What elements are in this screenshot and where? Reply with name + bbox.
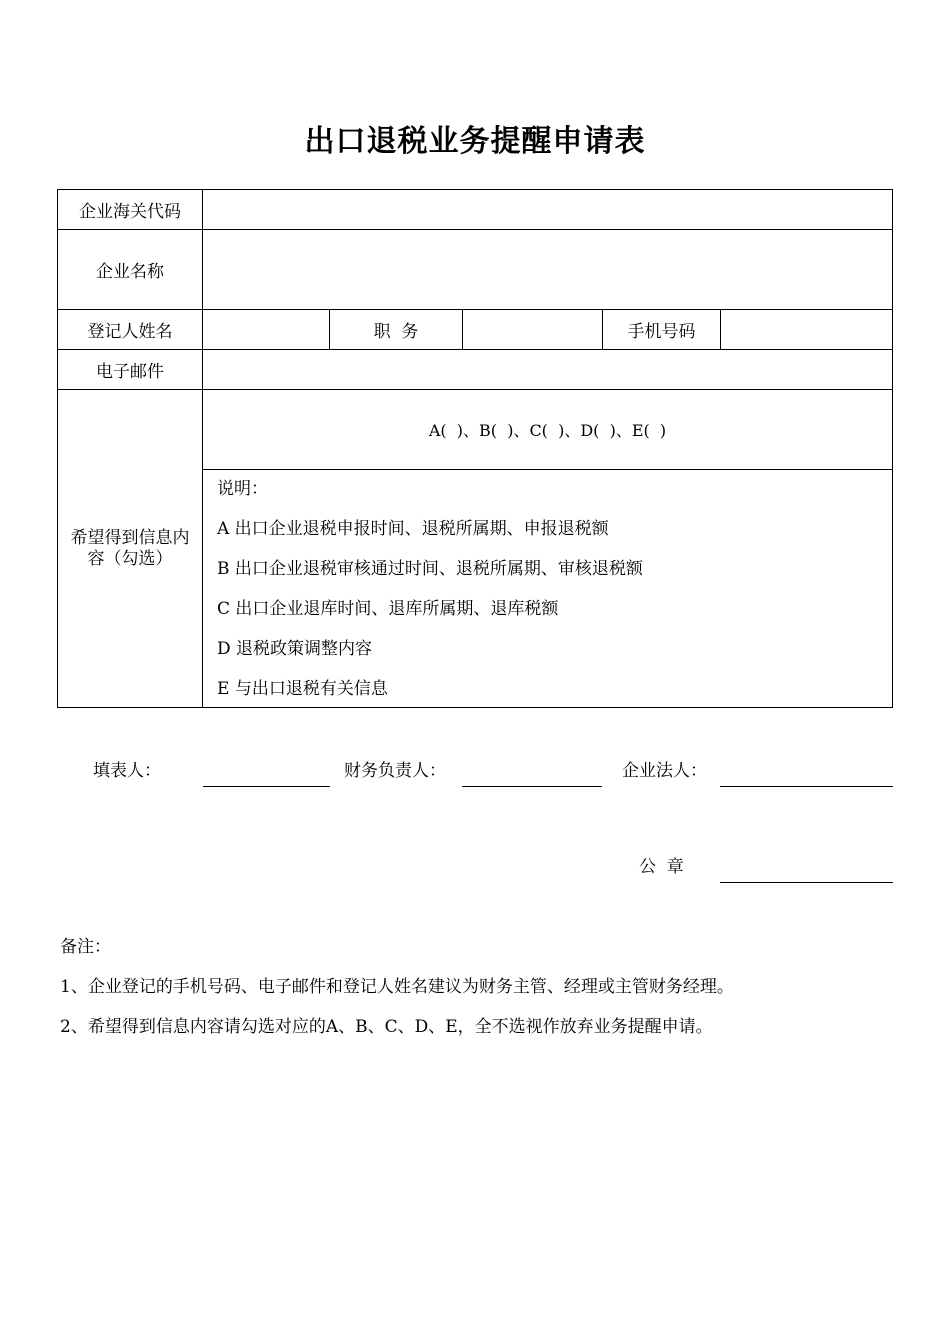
explanation-item-a: A 出口企业退税申报时间、退税所属期、申报退税额	[217, 519, 609, 539]
registrant-name-label: 登记人姓名	[57, 309, 203, 350]
company-name-label: 企业名称	[57, 229, 203, 310]
form-title: 出口退税业务提醒申请表	[304, 124, 646, 159]
mobile-label: 手机号码	[602, 309, 721, 350]
explanation-item-d: D 退税政策调整内容	[217, 639, 373, 659]
remark-item-1: 1、企业登记的手机号码、电子邮件和登记人姓名建议为财务主管、经理或主管财务经理。	[60, 977, 734, 997]
remarks-title: 备注：	[60, 937, 111, 957]
mobile-field[interactable]	[720, 309, 893, 350]
info-content-label: 希望得到信息内容（勾选）	[57, 389, 203, 708]
filler-signature-line[interactable]	[203, 786, 330, 787]
legal-label: 企业法人：	[622, 761, 707, 781]
legal-signature-line[interactable]	[720, 786, 893, 787]
explanation-item-c: C 出口企业退库时间、退库所属期、退库税额	[217, 599, 559, 619]
finance-label: 财务负责人：	[344, 761, 446, 781]
seal-label: 公 章	[639, 857, 684, 877]
customs-code-label: 企业海关代码	[57, 189, 203, 230]
position-field[interactable]	[462, 309, 603, 350]
customs-code-field[interactable]	[202, 189, 893, 230]
explanation-title: 说明：	[217, 479, 268, 499]
explanation-item-b: B 出口企业退税审核通过时间、退税所属期、审核退税额	[217, 559, 643, 579]
seal-line[interactable]	[720, 882, 893, 883]
explanation-item-e: E 与出口退税有关信息	[217, 679, 388, 699]
explanation-list	[217, 469, 887, 709]
email-label: 电子邮件	[57, 349, 203, 390]
remark-item-2: 2、希望得到信息内容请勾选对应的A、B、C、D、E，全不选视作放弃业务提醒申请。	[60, 1017, 713, 1037]
company-name-field[interactable]	[202, 229, 893, 310]
filler-label: 填表人：	[93, 761, 161, 781]
email-field[interactable]	[202, 349, 893, 390]
registrant-name-field[interactable]	[202, 309, 330, 350]
option-checkboxes[interactable]: A( )、B( )、C( )、D( )、E( )	[202, 389, 893, 470]
finance-signature-line[interactable]	[462, 786, 602, 787]
position-label: 职 务	[329, 309, 463, 350]
